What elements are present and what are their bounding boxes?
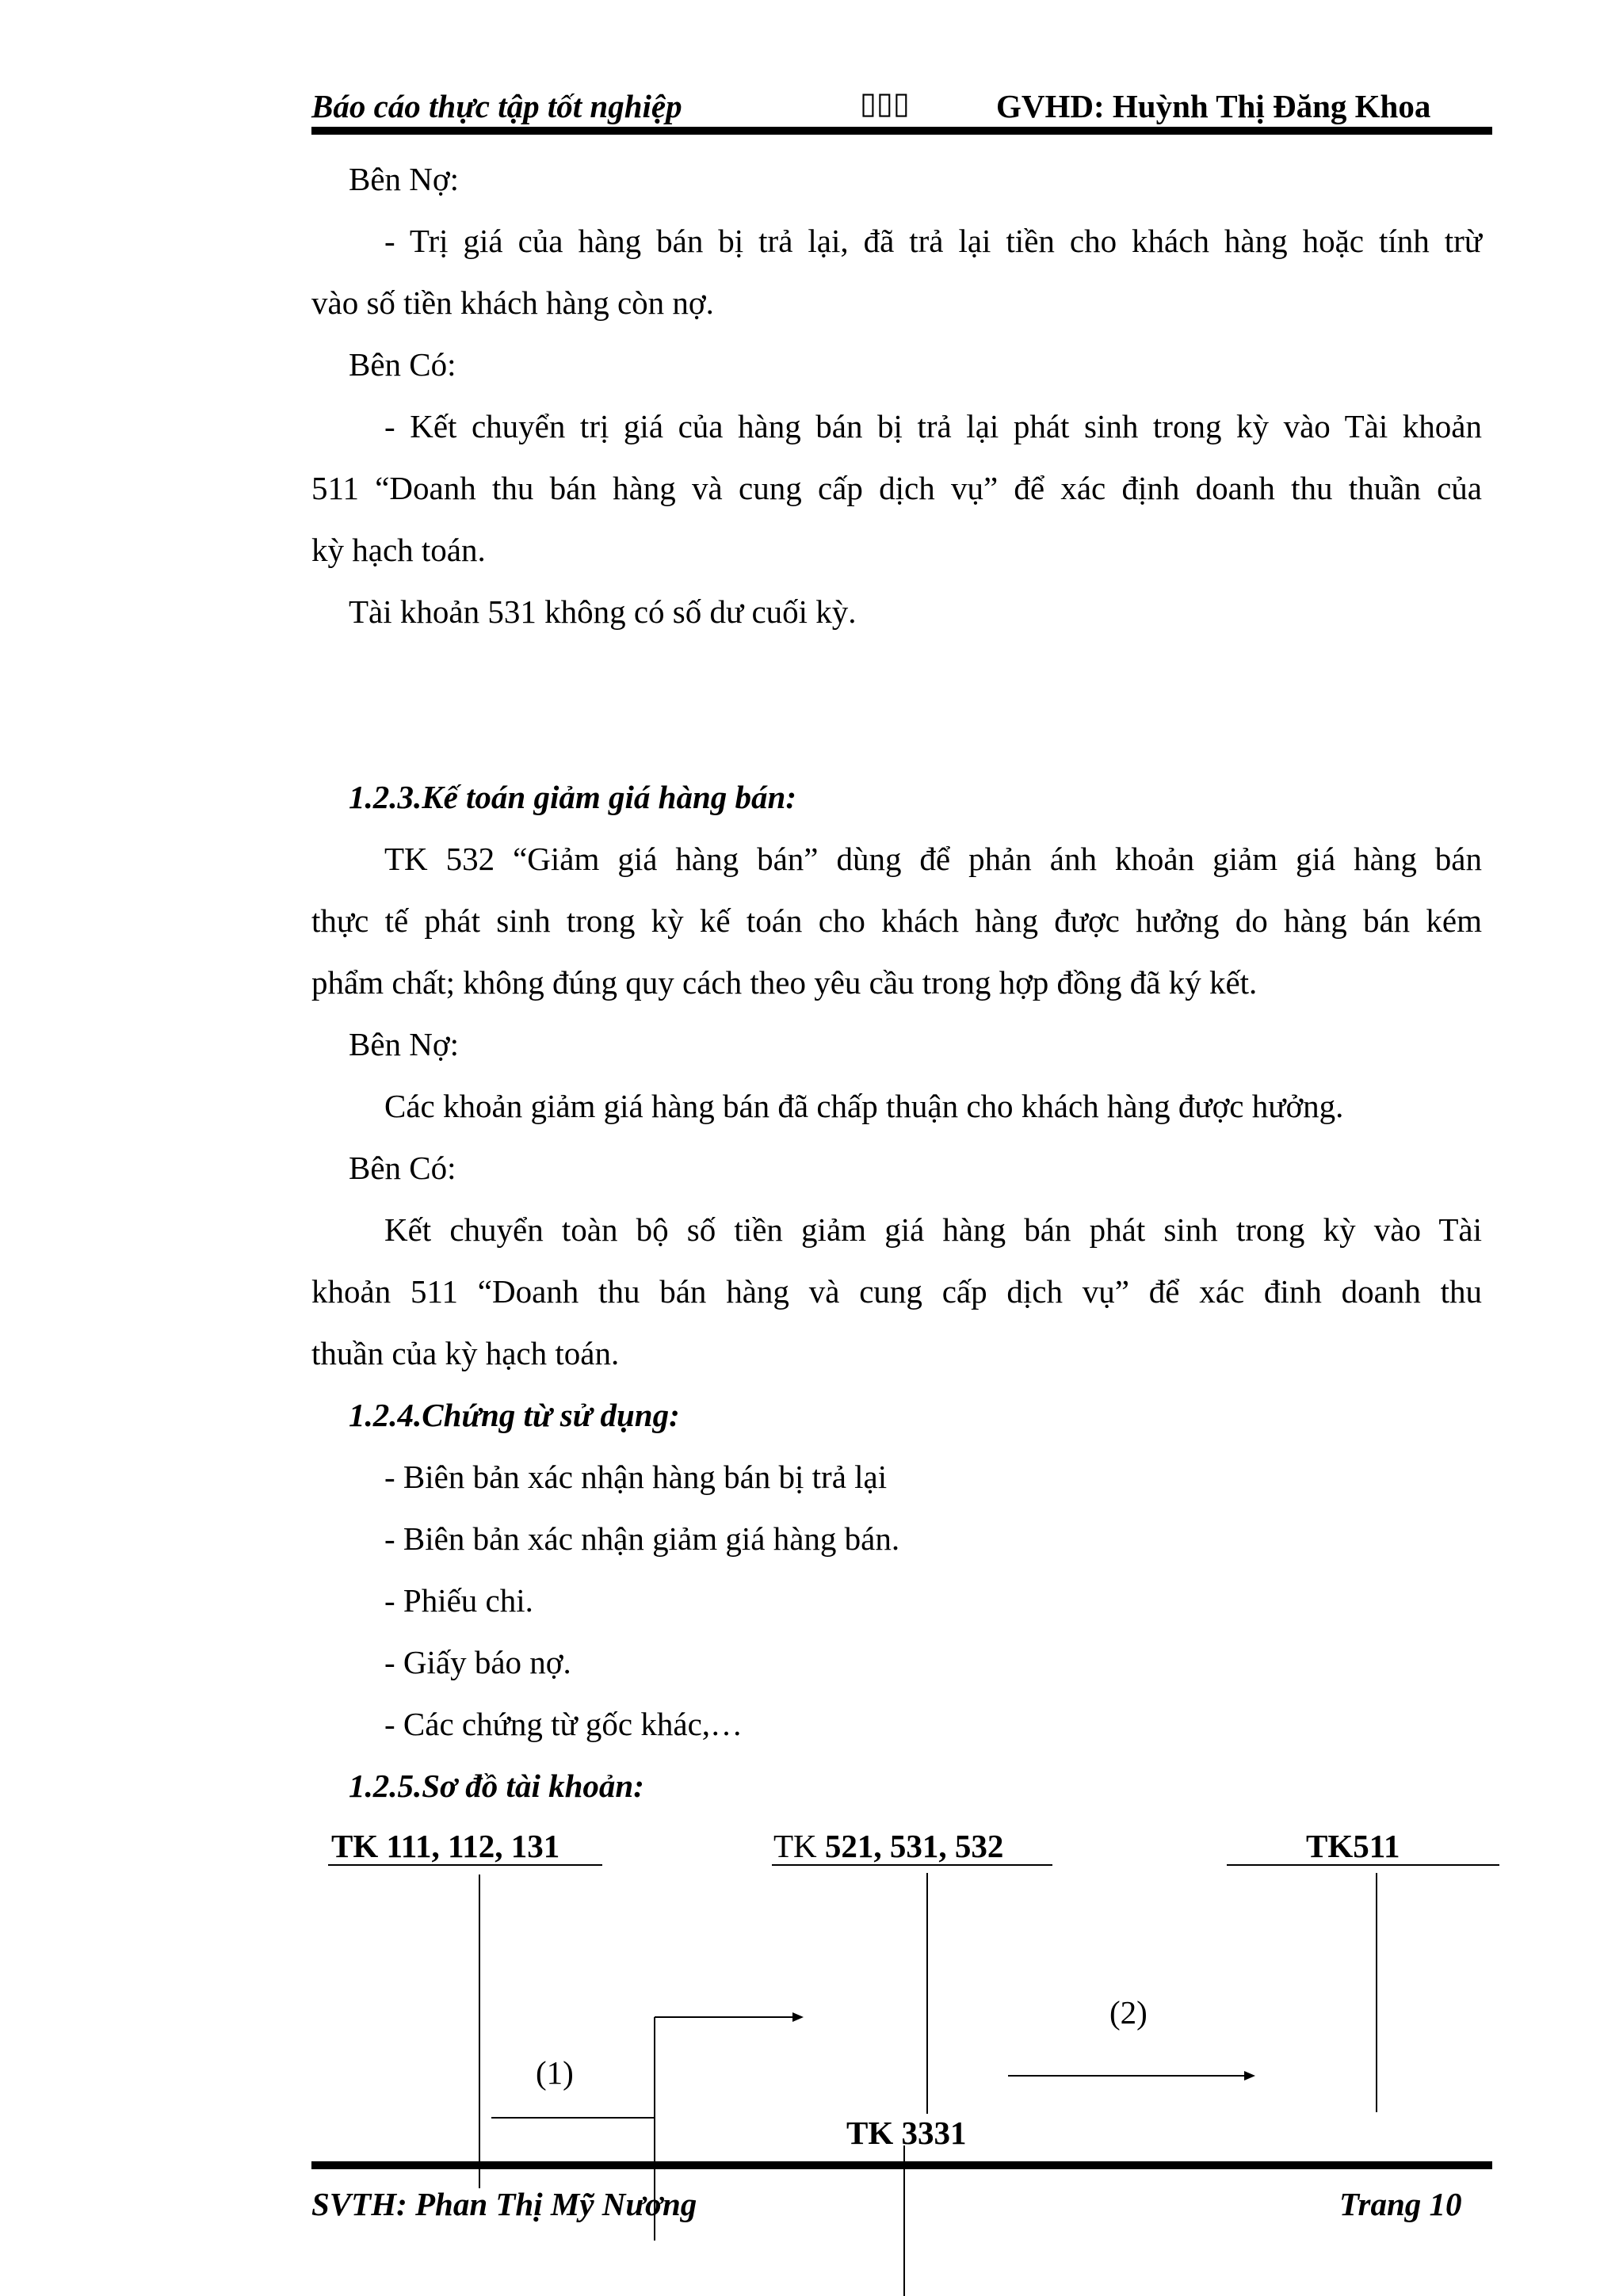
credit-line-532-3: thuần của kỳ hạch toán. — [311, 1335, 620, 1371]
section-123-intro-3: phẩm chất; không đúng quy cách theo yêu cầu trong hợp đồng đã ký kết. — [311, 964, 1258, 1001]
credit-line-532-2: khoản 511 “Doanh thu bán hàng và cung cấp dịch vụ” để xác đinh doanh thu — [311, 1273, 1482, 1310]
debit-text-532: Các khoản giảm giá hàng bán đã chấp thuận cho khách hàng được hưởng. — [384, 1088, 1344, 1124]
credit-label-532: Bên Có: — [349, 1150, 456, 1186]
debit-line-531-2: vào số tiền khách hàng còn nợ. — [311, 284, 714, 321]
debit-label-532: Bên Nợ: — [349, 1026, 459, 1062]
balance-note-531: Tài khoản 531 không có số dư cuối kỳ. — [349, 593, 857, 630]
account-label-left: TK 111, 112, 131 — [331, 1828, 560, 1864]
footer-rule — [311, 2161, 1492, 2169]
section-125-title: 1.2.5.Sơ đồ tài khoản: — [349, 1768, 644, 1804]
section-123-intro-1: TK 532 “Giảm giá hàng bán” dùng để phản ánh khoản giảm giá hàng bán — [384, 841, 1482, 877]
header-ornament-icon: ▯▯▯ — [860, 87, 910, 120]
footer-page-number: Trang 10 — [1339, 2186, 1462, 2222]
footer-left: SVTH: Phan Thị Mỹ Nương — [311, 2186, 697, 2222]
document-list-item: - Biên bản xác nhận hàng bán bị trả lại — [384, 1459, 888, 1495]
document-list-item: - Giấy báo nợ. — [384, 1644, 571, 1680]
credit-line-531-2: 511 “Doanh thu bán hàng và cung cấp dịch vụ” để xác định doanh thu thuần của — [311, 470, 1482, 506]
flow-label-2: (2) — [1109, 1994, 1148, 2031]
document-list-item: - Các chứng từ gốc khác,… — [384, 1706, 743, 1742]
credit-line-531-1: - Kết chuyển trị giá của hàng bán bị trả lại phát sinh trong kỳ vào Tài khoản — [384, 408, 1482, 444]
account-numbers: 521, 531, 532 — [824, 1828, 1004, 1864]
header-left: Báo cáo thực tập tốt nghiệp — [311, 88, 682, 124]
section-124-title: 1.2.4.Chứng từ sử dụng: — [349, 1397, 680, 1433]
debit-label-531: Bên Nợ: — [349, 161, 459, 197]
credit-line-532-1: Kết chuyển toàn bộ số tiền giảm giá hàng bán phát sinh trong kỳ vào Tài — [384, 1211, 1482, 1248]
flow-label-1: (1) — [536, 2054, 574, 2091]
document-list-item: - Biên bản xác nhận giảm giá hàng bán. — [384, 1520, 900, 1557]
debit-line-531-1: - Trị giá của hàng bán bị trả lại, đã trả lại tiền cho khách hàng hoặc tính trừ — [384, 223, 1482, 259]
header-right: GVHD: Huỳnh Thị Đăng Khoa — [996, 88, 1431, 124]
account-label-right: TK511 — [1306, 1828, 1400, 1864]
document-list-item: - Phiếu chi. — [384, 1582, 533, 1619]
account-label-tax: TK 3331 — [846, 2115, 967, 2151]
account-prefix: TK — [773, 1828, 825, 1864]
section-123-title: 1.2.3.Kế toán giảm giá hàng bán: — [349, 779, 796, 815]
section-123-intro-2: thực tế phát sinh trong kỳ kế toán cho khách hàng được hưởng do hàng bán kém — [311, 902, 1482, 939]
credit-label-531: Bên Có: — [349, 346, 456, 383]
credit-line-531-3: kỳ hạch toán. — [311, 532, 486, 568]
